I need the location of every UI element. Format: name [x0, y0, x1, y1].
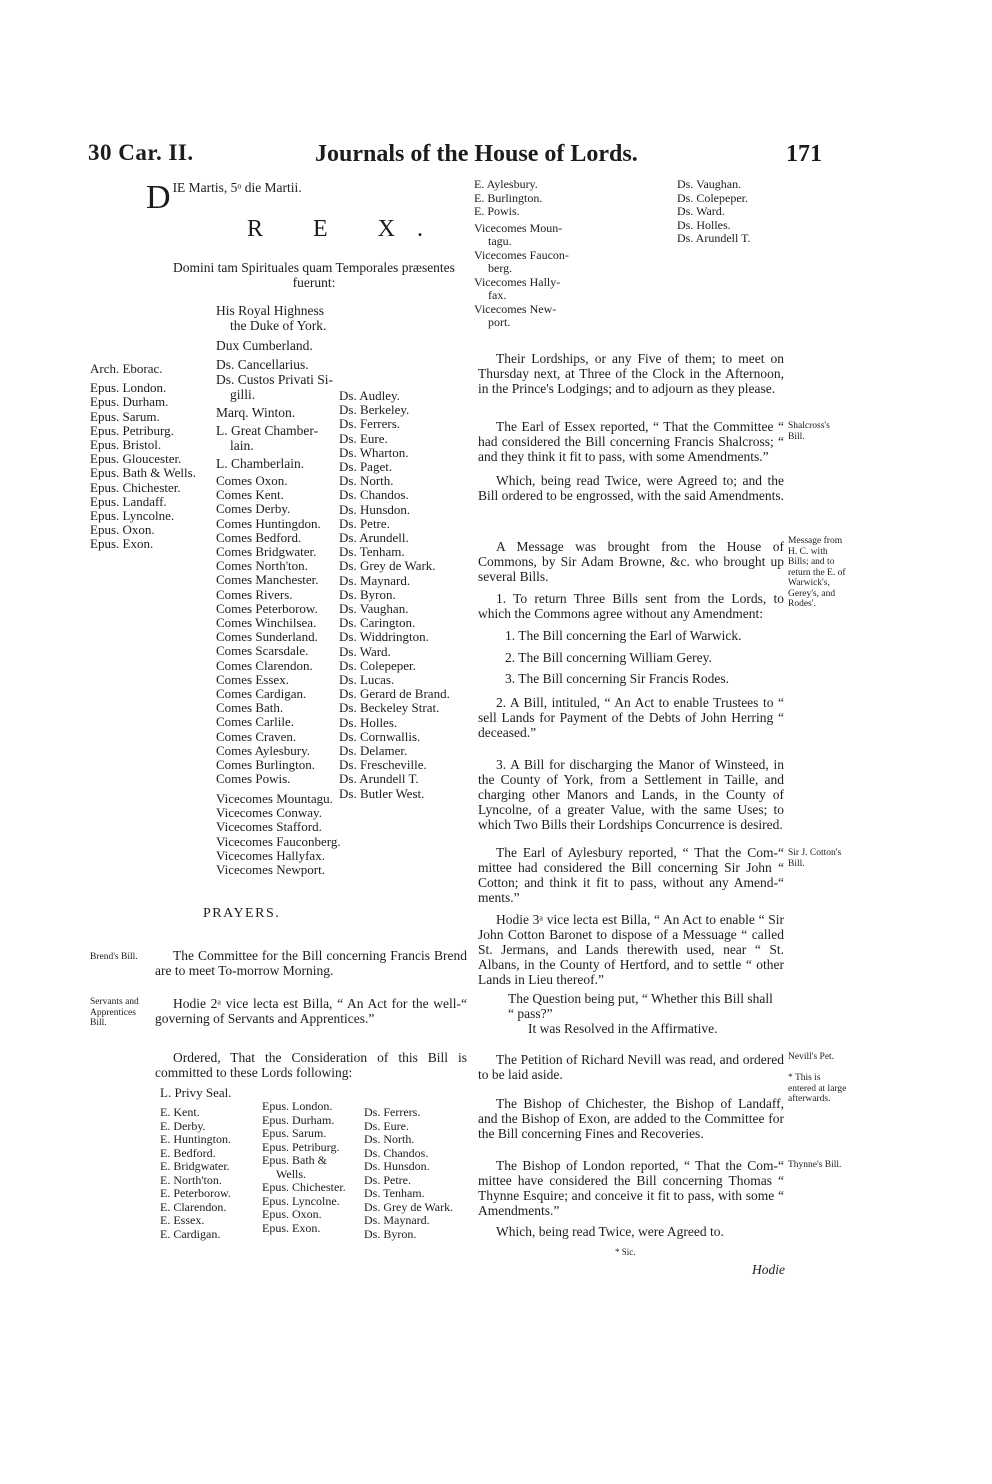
committee-earl: E. Bedford. [160, 1145, 216, 1160]
officer-line: Marq. Winton. [216, 405, 296, 420]
rex-heading: R E X. [247, 216, 445, 242]
committee-baron: Ds. Petre. [364, 1172, 411, 1187]
bishop-line: Epus. Durham. [90, 394, 169, 410]
earl-line: Comes Huntingdon. [216, 515, 321, 531]
bishops-added-entry: The Bishop of Chichester, the Bishop of Landaff, and the Bishop of Exon, are added to the Committee for the Bill concerning Fines and Recoveries. [478, 1096, 784, 1141]
cotton-resolved: It was Resolved in the Affirmative. [528, 1021, 718, 1036]
committee-bishop: Epus. Oxon. [262, 1207, 322, 1221]
earl-line: Comes Powis. [216, 771, 291, 787]
baron-line: Ds. Gerard de Brand. [339, 686, 450, 702]
committee-baron: Ds. North. [364, 1132, 415, 1146]
shalcross-report: The Earl of Essex reported, “ That the Committee “ had considered the Bill concerning Francis Shalcross; “ and they think it fit to pass, with some Amendments.” [478, 419, 784, 464]
earl-line: Comes Craven. [216, 728, 297, 744]
bishop-line: Epus. Lyncolne. [90, 508, 175, 524]
officer-line: Ds. Custos Privati Si- [216, 372, 334, 387]
committee-member: Vicecomes Moun- [474, 220, 563, 235]
present-heading: Domini tam Spirituales quam Temporales præsentes fuerunt: [173, 260, 455, 290]
committee-bishop: Epus. Durham. [262, 1112, 335, 1127]
royal-line: the Duke of York. [230, 318, 327, 333]
baron-line: Ds. Cornwallis. [339, 728, 421, 744]
cotton-third-reading: Hodie 3ᵃ vice lecta est Billa, “ An Act to enable “ Sir John Cotton Baronet to dispose of a Messuage “ called St. Jermans, and Lands therewith used, near “ St. Albans, in the County of Hertford, and to settle “ other Lands in Lieu thereof.” [478, 912, 784, 987]
committee-member: fax. [488, 288, 507, 302]
committee-baron: Ds. Chandos. [364, 1145, 429, 1160]
baron-line: Ds. Paget. [339, 459, 393, 475]
committee-bishop: Epus. Exon. [262, 1220, 321, 1235]
committee-bishop: Epus. London. [262, 1099, 333, 1113]
baron-line: Ds. Butler West. [339, 785, 425, 801]
bishop-line: Arch. Eborac. [90, 361, 163, 376]
royal-line: Dux Cumberland. [216, 338, 313, 353]
message-bill-3: 3. A Bill for discharging the Manor of Winsteed, in the County of York, from a Settlement in Taille, and charging other Manors and Lands, in the County of Lyncolne, of a greater Value, with the same Uses; to which Two Bills their Lordships Concurrence is desired. [478, 757, 784, 832]
earl-line: Comes Carlile. [216, 714, 294, 730]
baron-line: Ds. North. [339, 473, 394, 489]
committee-member: Ds. Arundell T. [677, 231, 751, 245]
royal-list [216, 303, 326, 353]
bishop-line: Epus. London. [90, 380, 167, 396]
bishop-line: Epus. Exon. [90, 536, 154, 552]
baron-line: Ds. Arundell. [339, 530, 409, 546]
page-number: 171 [786, 141, 822, 167]
earl-line: Comes Scarsdale. [216, 643, 309, 659]
baron-line: Ds. Byron. [339, 586, 396, 602]
cotton-margin-note: Sir J. Cotton's Bill. [788, 848, 842, 869]
committee-baron: Ds. Hunsdon. [364, 1159, 430, 1173]
shalcross-margin-note: Shalcross's Bill. [788, 421, 830, 442]
earl-line: Comes Derby. [216, 501, 291, 517]
baron-line: Ds. Wharton. [339, 444, 409, 460]
baron-line: Ds. Carington. [339, 615, 416, 631]
sic-footnote: * Sic. [615, 1247, 636, 1257]
nevill-footnote-mark: * This is entered at large afterwards. [788, 1073, 847, 1104]
committee-member: E. Aylesbury. [474, 177, 538, 191]
thynne-margin-note: Thynne's Bill. [788, 1160, 842, 1170]
committee-member: port. [488, 315, 511, 329]
barons-list [339, 389, 450, 801]
bishop-line: Epus. Petriburg. [90, 422, 174, 438]
earl-line: Comes Manchester. [216, 572, 319, 588]
committee-earl: E. Derby. [160, 1118, 206, 1133]
baron-line: Ds. Arundell T. [339, 771, 419, 787]
baron-line: Ds. Delamer. [339, 743, 408, 759]
earl-line: Comes Oxon. [216, 473, 288, 488]
bishop-line: Epus. Landaff. [90, 493, 167, 509]
committee-privy-seal: L. Privy Seal. [160, 1085, 232, 1100]
committee-earl: E. Huntington. [160, 1132, 231, 1146]
committee-member: Vicecomes Hally- [474, 274, 561, 289]
baron-line: Ds. Widdrington. [339, 629, 429, 645]
earl-line: Comes Burlington. [216, 757, 315, 773]
earl-line: Comes Winchilsea. [216, 615, 317, 631]
nevill-petition: The Petition of Richard Nevill was read, and ordered to be laid aside. [478, 1052, 784, 1082]
lordships-entry: Their Lordships, or any Five of them; to meet on Thursday next, at Three of the Clock in the Afternoon, in the Prince's Lodgings; and to adjourn as they please. [478, 351, 784, 396]
drop-cap: D [146, 179, 171, 216]
committee-baron: Ds. Maynard. [364, 1213, 430, 1227]
officer-line: gilli. [230, 387, 256, 402]
baron-line: Ds. Chandos. [339, 487, 409, 503]
committee-earl: E. Essex. [160, 1213, 205, 1227]
brend-margin-note: Brend's Bill. [90, 952, 138, 962]
officer-line: L. Chamberlain. [216, 456, 305, 471]
baron-line: Ds. Grey de Wark. [339, 558, 436, 574]
bishop-line: Epus. Gloucester. [90, 451, 182, 467]
committee-barons-list [364, 1106, 453, 1241]
committee-bishop: Epus. Petriburg. [262, 1139, 340, 1154]
earl-line: Comes Bridgwater. [216, 544, 317, 560]
viscounts-list [216, 792, 341, 877]
officers-list [216, 357, 333, 471]
baron-line: Ds. Eure. [339, 430, 388, 446]
earl-line: Comes Cardigan. [216, 686, 307, 702]
earl-line: Comes Kent. [216, 487, 284, 503]
earl-line: Comes Clarendon. [216, 657, 313, 673]
ordered-entry: Ordered, That the Consideration of this Bill is committed to these Lords following: [155, 1050, 467, 1080]
viscount-line: Vicecomes Newport. [216, 862, 325, 878]
committee-member: Vicecomes New- [474, 301, 557, 316]
bishop-line: Epus. Chichester. [90, 479, 181, 495]
cotton-question: The Question being put, “ Whether this Bill shall “ pass?” [508, 991, 773, 1021]
earl-line: Comes Sunderland. [216, 629, 318, 645]
committee-bishop: Epus. Lyncolne. [262, 1193, 340, 1208]
message-return: 1. To return Three Bills sent from the Lords, to which the Commons agree without any Amendment: [478, 591, 784, 621]
servants-margin-note: Servants and Apprentices Bill. [90, 997, 139, 1028]
committee-baron: Ds. Grey de Wark. [364, 1199, 454, 1214]
earls-list [216, 474, 321, 786]
committee-bishop: Epus. Sarum. [262, 1126, 327, 1140]
earl-line: Comes North'ton. [216, 558, 308, 574]
bishop-line: Epus. Oxon. [90, 522, 155, 538]
right-committee-a [474, 178, 569, 330]
nevill-margin-note: Nevill's Pet. [788, 1052, 835, 1062]
baron-line: Ds. Vaughan. [339, 601, 409, 617]
baron-line: Ds. Lucas. [339, 672, 395, 688]
officer-line: L. Great Chamber- [216, 423, 319, 438]
committee-member: Ds. Holles. [677, 217, 731, 232]
sitting-date: IE Martis, 5ᵒ die Martii. [172, 180, 302, 195]
earl-line: Comes Peterborow. [216, 600, 318, 616]
message-entry: A Message was brought from the House of Commons, by Sir Adam Browne, &c. who brought up several Bills. [478, 539, 784, 584]
committee-bishop: Epus. Bath & [262, 1153, 327, 1167]
baron-line: Ds. Petre. [339, 515, 390, 531]
earl-line: Comes Essex. [216, 671, 289, 687]
baron-line: Ds. Holles. [339, 714, 398, 730]
catchword: Hodie [752, 1262, 785, 1277]
committee-member: Vicecomes Faucon- [474, 247, 569, 262]
page-title: Journals of the House of Lords. [315, 141, 638, 167]
message-item-1: 1. The Bill concerning the Earl of Warwick. [505, 628, 742, 643]
committee-member: Ds. Vaughan. [677, 177, 742, 191]
cotton-report: The Earl of Aylesbury reported, “ That the Com-“ mittee had considered the Bill concerning Sir John “ Cotton; and think it fit to pass, without any Amend-“ ments.” [478, 845, 784, 905]
earl-line: Comes Aylesbury. [216, 742, 311, 758]
committee-earl: E. Clarendon. [160, 1199, 227, 1214]
committee-member: E. Powis. [474, 204, 520, 218]
header-reign: 30 Car. II. [88, 140, 194, 165]
officer-line: lain. [230, 438, 254, 453]
baron-line: Ds. Hunsdon. [339, 501, 411, 517]
committee-earl: E. Cardigan. [160, 1226, 221, 1241]
baron-line: Ds. Beckeley Strat. [339, 700, 440, 716]
viscount-line: Vicecomes Mountagu. [216, 791, 333, 806]
committee-baron: Ds. Eure. [364, 1118, 409, 1133]
officer-line: Ds. Cancellarius. [216, 357, 309, 372]
committee-member: Ds. Ward. [677, 204, 725, 218]
baron-line: Ds. Frescheville. [339, 757, 427, 773]
royal-line: His Royal Highness [216, 303, 324, 318]
bishop-line: Epus. Bath & Wells. [90, 465, 196, 481]
bishops-list [90, 362, 196, 552]
baron-line: Ds. Colepeper. [339, 657, 416, 673]
prayers-heading: PRAYERS. [203, 906, 281, 921]
committee-baron: Ds. Ferrers. [364, 1105, 421, 1119]
committee-baron: Ds. Byron. [364, 1226, 417, 1241]
committee-bishop: Wells. [276, 1166, 307, 1181]
thynne-report: The Bishop of London reported, “ That the Com-“ mittee have considered the Bill concerning Thomas “ Thynne Esquire; and conceive it fit to pass, with some “ Amendments.” [478, 1158, 784, 1218]
message-item-3: 3. The Bill concerning Sir Francis Rodes. [505, 671, 729, 686]
message-item-2: 2. The Bill concerning William Gerey. [505, 650, 712, 665]
earl-line: Comes Bath. [216, 700, 284, 716]
baron-line: Ds. Berkeley. [339, 402, 410, 418]
thynne-agreed: Which, being read Twice, were Agreed to. [496, 1224, 724, 1239]
shalcross-agreed: Which, being read Twice, were Agreed to; and the Bill ordered to be engrossed, with the said Amendments. [478, 473, 784, 503]
viscount-line: Vicecomes Conway. [216, 805, 322, 821]
baron-line: Ds. Maynard. [339, 572, 411, 588]
right-committee-b [677, 178, 751, 246]
committee-member: berg. [488, 261, 513, 275]
baron-line: Ds. Tenham. [339, 544, 405, 560]
viscount-line: Vicecomes Fauconberg. [216, 833, 341, 849]
committee-bishop: Epus. Chichester. [262, 1180, 346, 1194]
committee-earl: E. North'ton. [160, 1172, 222, 1187]
committee-bishops-list [262, 1100, 346, 1235]
committee-earl: E. Kent. [160, 1105, 200, 1119]
date-line [146, 179, 476, 216]
baron-line: Ds. Ward. [339, 643, 391, 659]
servants-entry: Hodie 2ᵃ vice lecta est Billa, “ An Act for the well-“ governing of Servants and Apprentices.” [155, 996, 467, 1026]
committee-earl: E. Bridgwater. [160, 1159, 230, 1173]
committee-baron: Ds. Tenham. [364, 1186, 425, 1200]
message-bill-2: 2. A Bill, intituled, “ An Act to enable Trustees to “ sell Lands for Payment of the Debts of John Herring “ deceased.” [478, 695, 784, 740]
committee-earl: E. Peterborow. [160, 1186, 231, 1200]
committee-member: tagu. [488, 234, 512, 248]
baron-line: Ds. Audley. [339, 388, 400, 403]
baron-line: Ds. Ferrers. [339, 416, 401, 432]
earl-line: Comes Rivers. [216, 586, 293, 602]
committee-earls-list [160, 1106, 231, 1241]
message-margin-note: Message from H. C. with Bills; and to return the E. of Warwick's, Gerey's, and Rodes'. [788, 536, 846, 609]
bishop-line: Epus. Bristol. [90, 437, 162, 453]
viscount-line: Vicecomes Hallyfax. [216, 847, 325, 863]
earl-line: Comes Bedford. [216, 529, 302, 545]
brend-entry: The Committee for the Bill concerning Francis Brend are to meet To-morrow Morning. [155, 948, 467, 978]
bishop-line: Epus. Sarum. [90, 408, 160, 424]
committee-member: E. Burlington. [474, 190, 543, 205]
committee-member: Ds. Colepeper. [677, 190, 748, 205]
viscount-line: Vicecomes Stafford. [216, 819, 322, 835]
